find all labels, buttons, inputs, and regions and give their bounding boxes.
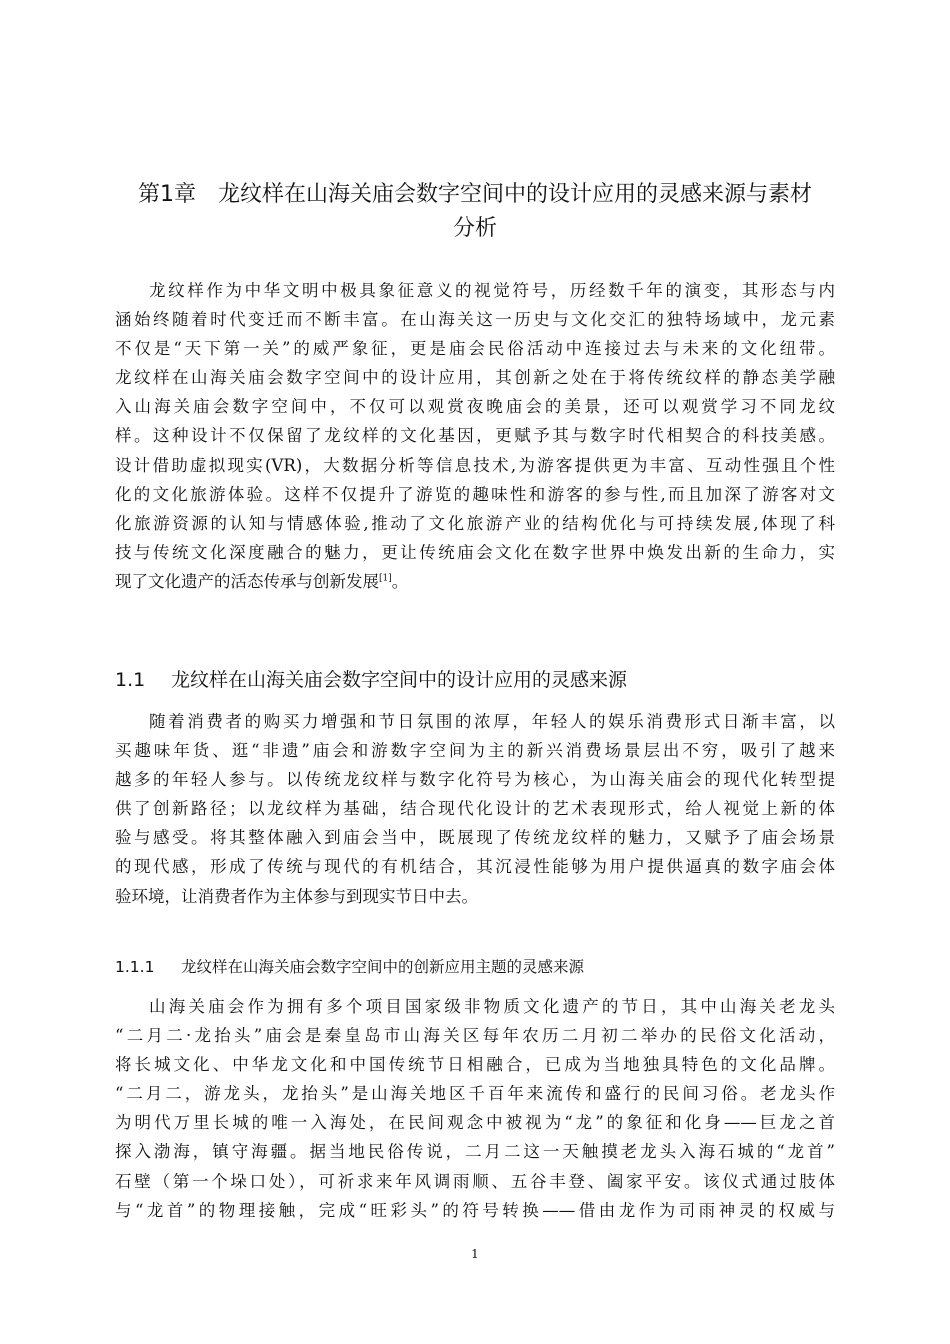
text-line: 验与感受。将其整体融入到庙会当中，既展现了传统龙纹样的魅力，又赋予了庙会场景 <box>115 828 835 848</box>
intro-paragraph <box>115 276 835 596</box>
text-line: 探入渤海，镇守海疆。据当地民俗传说，二月二这一天触摸老龙头入海石城的“龙首” <box>115 1142 835 1162</box>
text-line: 随着消费者的购买力增强和节日氛围的浓厚，年轻人的娱乐消费形式日渐丰富，以 <box>149 712 835 731</box>
text-line: 越多的年轻人参与。以传统龙纹样与数字化符号为核心，为山海关庙会的现代化转型提 <box>115 770 835 790</box>
section-number: 1.1 <box>115 669 146 691</box>
page-number: 1 <box>471 1247 479 1261</box>
text-line: 设计借助虚拟现实(VR)，大数据分析等信息技术,为游客提供更为丰富、互动性强且个性 <box>115 455 835 475</box>
text-line: 龙纹样作为中华文明中极具象征意义的视觉符号，历经数千年的演变，其形态与内 <box>149 281 835 300</box>
text-line: 化的文化旅游体验。这样不仅提升了游览的趣味性和游客的参与性,而且加深了游客对文 <box>115 484 835 504</box>
text-line: “二月二，游龙头，龙抬头”是山海关地区千百年来流传和盛行的民间习俗。老龙头作 <box>115 1084 835 1104</box>
text-line: 石壁（第一个垛口处），可祈求来年风调雨顺、五谷丰登、阖家平安。该仪式通过肢体 <box>115 1171 835 1191</box>
text-line: 将长城文化、中华龙文化和中国传统节日相融合，已成为当地独具特色的文化品牌。 <box>115 1055 835 1075</box>
section-1-1-1-paragraph <box>115 992 835 1225</box>
chapter-title <box>110 178 840 246</box>
text-line: 验环境，让消费者作为主体参与到现实节日中去。 <box>115 886 478 906</box>
text-line: 龙纹样在山海关庙会数字空间中的设计应用，其创新之处在于将传统纹样的静态美学融 <box>115 368 835 388</box>
text-line: 山海关庙会作为拥有多个项目国家级非物质文化遗产的节日，其中山海关老龙头 <box>149 997 835 1016</box>
subsection-title: 龙纹样在山海关庙会数字空间中的创新应用主题的灵感来源 <box>181 958 585 976</box>
text-line: 入山海关庙会数字空间中，不仅可以观赏夜晚庙会的美景，还可以观赏学习不同龙纹 <box>115 397 835 417</box>
text-line: 供了创新路径；以龙纹样为基础，结合现代化设计的艺术表现形式，给人视觉上新的体 <box>115 799 835 819</box>
text-line: 样。这种设计不仅保留了龙纹样的文化基因，更赋予其与数字时代相契合的科技美感。 <box>115 426 835 446</box>
text-line: 的现代感，形成了传统与现代的有机结合，其沉浸性能够为用户提供逼真的数字庙会体 <box>115 857 835 877</box>
text-line: 为明代万里长城的唯一入海处，在民间观念中被视为“龙”的象征和化身——巨龙之首 <box>115 1113 835 1133</box>
subsection-number: 1.1.1 <box>115 958 155 976</box>
text-line: 化旅游资源的认知与情感体验,推动了文化旅游产业的结构优化与可持续发展,体现了科 <box>115 513 835 533</box>
citation-ref[interactable]: [1] <box>379 573 392 584</box>
text-line: 涵始终随着时代变迁而不断丰富。在山海关这一历史与文化交汇的独特场域中，龙元素 <box>115 310 835 330</box>
text-line: 技与传统文化深度融合的魅力，更让传统庙会文化在数字世界中焕发出新的生命力，实 <box>115 542 835 562</box>
chapter-title-line-1: 第1章 龙纹样在山海关庙会数字空间中的设计应用的灵感来源与素材 <box>138 182 812 207</box>
subsection-heading-1-1-1 <box>115 953 584 981</box>
section-1-1-paragraph <box>115 707 835 911</box>
text-line-last-end: 。 <box>391 571 409 591</box>
section-heading-1-1 <box>115 665 627 695</box>
text-line: “二月二·龙抬头”庙会是秦皇岛市山海关区每年农历二月初二举办的民俗文化活动， <box>115 1026 835 1046</box>
text-line: 与“龙首”的物理接触，完成“旺彩头”的符号转换——借由龙作为司雨神灵的权威与 <box>115 1200 835 1220</box>
text-line: 买趣味年货、逛“非遗”庙会和游数字空间为主的新兴消费场景层出不穷，吸引了越来 <box>115 741 835 761</box>
text-line-last <box>115 567 835 596</box>
chapter-title-line-2: 分析 <box>452 216 497 241</box>
text-line-last-body: 现了文化遗产的活态传承与创新发展 <box>115 571 379 591</box>
text-line: 不仅是“天下第一关”的威严象征，更是庙会民俗活动中连接过去与未来的文化纽带。 <box>115 339 835 359</box>
section-title: 龙纹样在山海关庙会数字空间中的设计应用的灵感来源 <box>171 669 628 691</box>
